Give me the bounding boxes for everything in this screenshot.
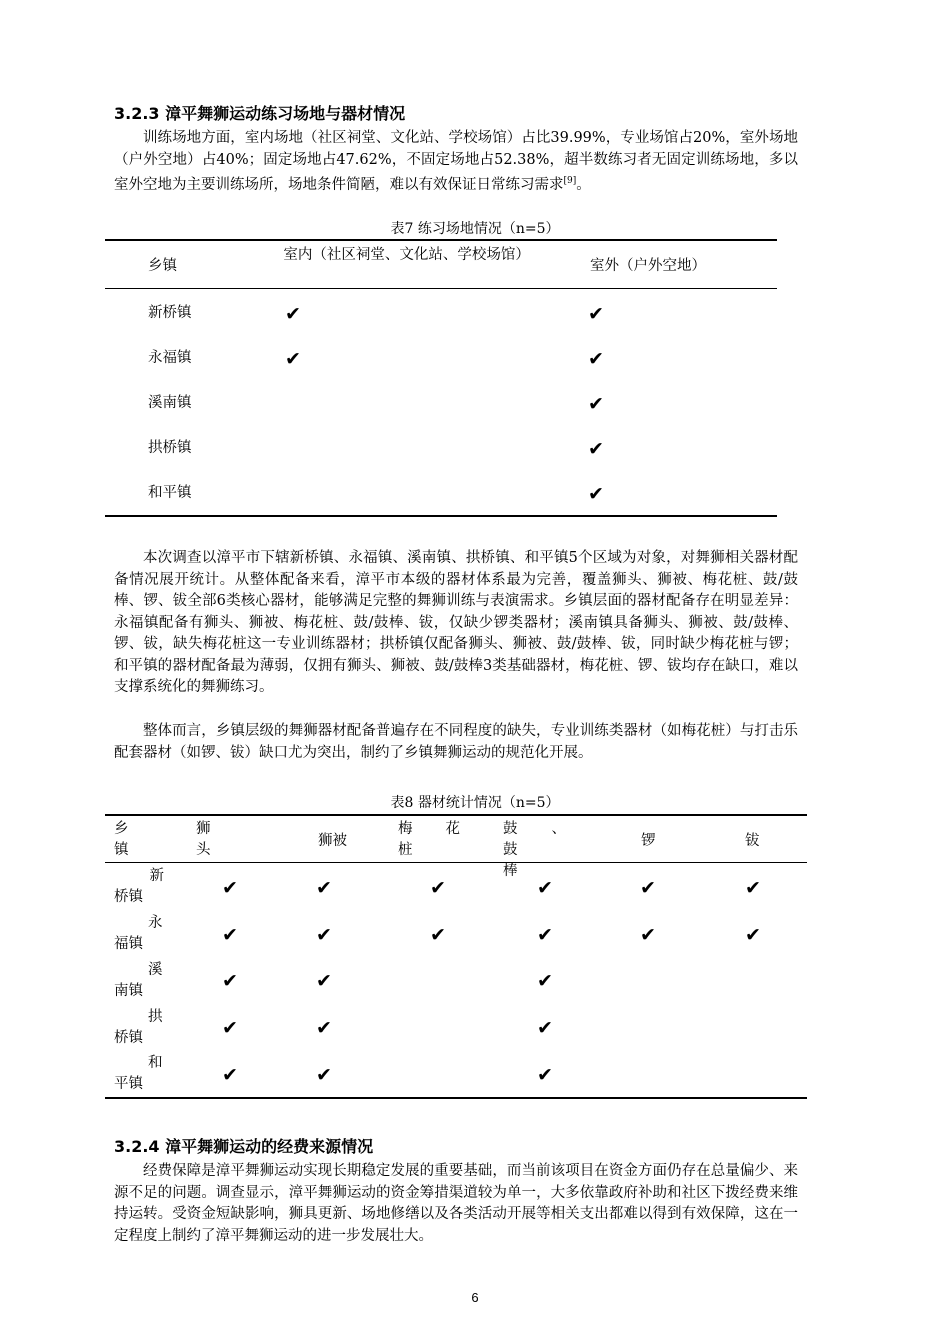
check-mark: ✔ <box>537 877 553 899</box>
table8-bottom-rule <box>105 1097 807 1099</box>
table8-header-lion-head: 狮头 <box>196 821 233 858</box>
check-mark: ✔ <box>588 303 604 325</box>
table8-caption: 表8 器材统计情况（n=5） <box>390 795 560 811</box>
check-mark: ✔ <box>222 1064 238 1086</box>
table8-town: 和平镇 <box>114 1055 163 1092</box>
check-mark: ✔ <box>537 970 553 992</box>
check-mark: ✔ <box>316 1017 332 1039</box>
paragraph-end: 。 <box>576 176 591 193</box>
check-mark: ✔ <box>537 924 553 946</box>
table8-header-rule <box>105 862 807 863</box>
check-mark: ✔ <box>537 1064 553 1086</box>
citation-ref: [9] <box>563 176 577 186</box>
check-mark: ✔ <box>316 877 332 899</box>
table7-header-outdoor: 室外（户外空地） <box>590 258 706 274</box>
table8-header-drum: 鼓、鼓棒 <box>503 821 600 879</box>
page-number: 6 <box>471 1290 479 1305</box>
table8-header-gong: 锣 <box>641 833 656 849</box>
table7-caption: 表7 练习场地情况（n=5） <box>390 221 560 237</box>
section-heading-3-2-3: 3.2.3 漳平舞狮运动练习场地与器材情况 <box>114 104 406 123</box>
check-mark: ✔ <box>745 924 761 946</box>
table8-header-cymbal: 钹 <box>745 833 760 849</box>
table8-header-plum-post: 梅花桩 <box>398 821 478 858</box>
table8-town: 拱桥镇 <box>114 1009 163 1046</box>
check-mark: ✔ <box>588 348 604 370</box>
paragraph-equipment-summary: 整体而言，乡镇层级的舞狮器材配备普遍存在不同程度的缺失，专业训练类器材（如梅花桩）与打击乐配套器材（如锣、钹）缺口尤为突出，制约了乡镇舞狮运动的规范化开展。 <box>114 723 798 761</box>
check-mark: ✔ <box>285 303 301 325</box>
check-mark: ✔ <box>588 483 604 505</box>
table8-top-rule <box>105 814 807 816</box>
paragraph-text: 训练场地方面，室内场地（社区祠堂、文化站、学校场馆）占比39.99%，专业场馆占20%，室外场地（户外空地）占40%；固定场地占47.62%，不固定场地占52.38%，超半数练习者无固定训练场地，多以室外空地为主要训练场所，场地条件简陋，难以有效保证日常练习需求 <box>114 130 798 193</box>
paragraph-equipment-survey: 本次调查以漳平市下辖新桥镇、永福镇、溪南镇、拱桥镇、和平镇5个区域为对象，对舞狮相关器材配备情况展开统计。从整体配备来看，漳平市本级的器材体系最为完善，覆盖狮头、狮被、梅花桩、鼓/鼓棒、锣、钹全部6类核心器材，能够满足完整的舞狮训练与表演需求。乡镇层面的器材配备存在明显差异：永福镇配备有狮头、狮被、梅花桩、鼓/鼓棒、钹，仅缺少锣类器材；溪南镇具备狮头、狮被、鼓/鼓棒、锣、钹，缺失梅花桩这一专业训练器材；拱桥镇仅配备狮头、狮被、鼓/鼓棒、钹，同时缺少梅花桩与锣；和平镇的器材配备最为薄弱，仅拥有狮头、狮被、鼓/鼓棒3类基础器材，梅花桩、锣、钹均存在缺口，难以支撑系统化的舞狮练习。 <box>114 550 798 695</box>
check-mark: ✔ <box>588 393 604 415</box>
table7-header-rule <box>105 288 777 289</box>
table8-town: 溪南镇 <box>114 962 163 999</box>
section-heading-3-2-4: 3.2.4 漳平舞狮运动的经费来源情况 <box>114 1137 374 1156</box>
check-mark: ✔ <box>588 438 604 460</box>
check-mark: ✔ <box>430 924 446 946</box>
table7-town: 溪南镇 <box>148 395 192 411</box>
table7-town: 永福镇 <box>148 350 192 366</box>
table8-town: 新桥镇 <box>114 868 164 905</box>
check-mark: ✔ <box>430 877 446 899</box>
check-mark: ✔ <box>222 970 238 992</box>
check-mark: ✔ <box>316 924 332 946</box>
table8-header-town: 乡镇 <box>114 821 177 858</box>
check-mark: ✔ <box>222 877 238 899</box>
check-mark: ✔ <box>745 877 761 899</box>
table7-town: 新桥镇 <box>148 305 192 321</box>
paragraph-funding: 经费保障是漳平舞狮运动实现长期稳定发展的重要基础，而当前该项目在资金方面仍存在总量偏少、来源不足的问题。调查显示，漳平舞狮运动的资金筹措渠道较为单一，大多依靠政府补助和社区下拨经费来维持运转。受资金短缺影响，狮具更新、场地修缮以及各类活动开展等相关支出都难以得到有效保障，这在一定程度上制约了漳平舞狮运动的进一步发展壮大。 <box>114 1163 798 1244</box>
check-mark: ✔ <box>316 1064 332 1086</box>
table7-header-town: 乡镇 <box>148 258 177 274</box>
check-mark: ✔ <box>640 877 656 899</box>
check-mark: ✔ <box>640 924 656 946</box>
table8-header-lion-cloth: 狮被 <box>318 833 347 849</box>
check-mark: ✔ <box>222 1017 238 1039</box>
table7-top-rule <box>105 239 777 241</box>
check-mark: ✔ <box>316 970 332 992</box>
table7-town: 拱桥镇 <box>148 440 192 456</box>
table7-town: 和平镇 <box>148 485 192 501</box>
paragraph-training-venues <box>114 128 798 196</box>
check-mark: ✔ <box>222 924 238 946</box>
table7-bottom-rule <box>105 515 777 517</box>
table8-town: 永福镇 <box>114 915 163 952</box>
check-mark: ✔ <box>537 1017 553 1039</box>
table7-header-indoor: 室内（社区祠堂、文化站、学校场馆） <box>283 247 530 263</box>
check-mark: ✔ <box>285 348 301 370</box>
